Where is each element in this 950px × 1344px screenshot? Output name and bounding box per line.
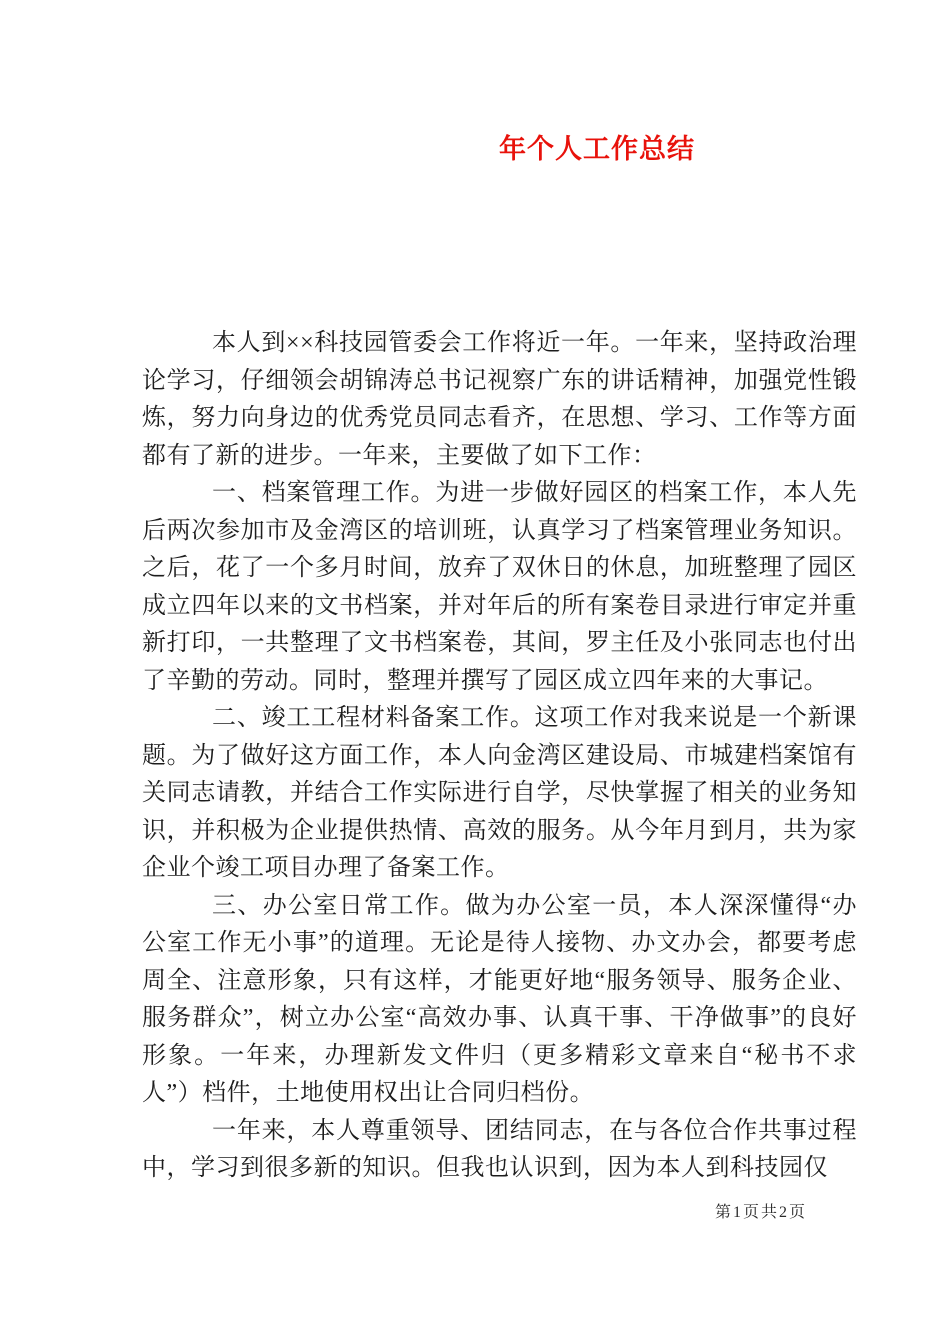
paragraph: 三、办公室日常工作。做为办公室一员，本人深深懂得“办公室工作无小事”的道理。无论是待人接物、办文办会，都要考虑周全、注意形象，只有这样，才能更好地“服务领导、服务企业、服务群众”，树立办公室“高效办事、认真干事、干净做事”的良好形象。一年来，办理新发文件归（更多精彩文章来自“秘书不求人”）档件，土地使用权出让合同归档份。 (142, 892, 857, 1106)
paragraph: 本人到××科技园管委会工作将近一年。一年来，坚持政治理论学习，仔细领会胡锦涛总书记视察广东的讲话精神，加强党性锻炼，努力向身边的优秀党员同志看齐，在思想、学习、工作等方面都有了新的进步。一年来，主要做了如下工作： (142, 330, 857, 469)
paragraph: 二、竣工工程材料备案工作。这项工作对我来说是一个新课题。为了做好这方面工作，本人向金湾区建设局、市城建档案馆有关同志请教，并结合工作实际进行自学，尽快掌握了相关的业务知识，并积极为企业提供热情、高效的服务。从今年月到月，共为家企业个竣工项目办理了备案工作。 (142, 705, 857, 881)
document-body (142, 325, 857, 1188)
page-number-indicator: 第1页共2页 (714, 1204, 807, 1221)
paragraph: 一年来，本人尊重领导、团结同志，在与各位合作共事过程中，学习到很多新的知识。但我也认识到，因为本人到科技园仅 (142, 1117, 857, 1181)
paragraph: 一、档案管理工作。为进一步做好园区的档案工作，本人先后两次参加市及金湾区的培训班，认真学习了档案管理业务知识。之后，花了一个多月时间，放弃了双休日的休息，加班整理了园区成立四年以来的文书档案，并对年后的所有案卷目录进行审定并重新打印，一共整理了文书档案卷，其间，罗主任及小张同志也付出了辛勤的劳动。同时，整理并撰写了园区成立四年来的大事记。 (142, 480, 857, 694)
page-title: 年个人工作总结 (499, 134, 695, 164)
